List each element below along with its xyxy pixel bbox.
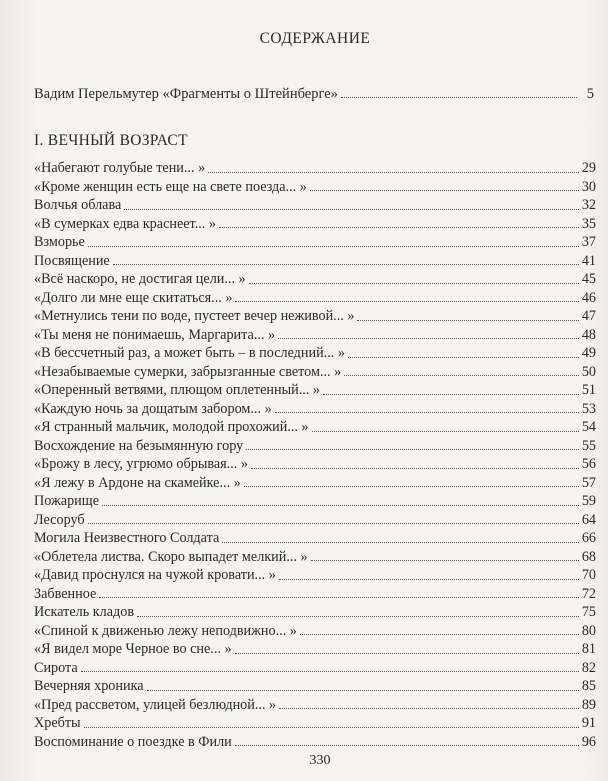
dot-leader bbox=[275, 412, 579, 413]
dot-leader bbox=[137, 616, 579, 617]
dot-leader bbox=[222, 542, 579, 543]
toc-entry bbox=[34, 677, 596, 696]
toc-entry-page: 49 bbox=[581, 345, 596, 361]
toc-entry-title: «Я лежу в Ардоне на скамейке... » bbox=[34, 474, 241, 491]
toc-entry-page: 45 bbox=[581, 271, 596, 287]
dot-leader bbox=[244, 486, 579, 487]
dot-leader bbox=[235, 745, 579, 746]
dot-leader bbox=[278, 338, 579, 339]
dot-leader bbox=[124, 209, 579, 210]
toc-entry-page: 85 bbox=[581, 678, 596, 694]
toc-entry-title: Вечерняя хроника bbox=[34, 678, 144, 694]
toc-entry bbox=[34, 437, 596, 456]
toc-entry-page: 82 bbox=[581, 659, 596, 676]
toc-entry-title: Сирота bbox=[34, 659, 78, 676]
dot-leader bbox=[311, 560, 579, 561]
toc-entry-page: 70 bbox=[581, 567, 596, 583]
toc-entry-title: Волчья облава bbox=[34, 197, 122, 213]
dot-leader bbox=[279, 579, 579, 580]
toc-entry-page: 54 bbox=[581, 419, 596, 435]
toc-entry-title: Лесоруб bbox=[34, 511, 85, 528]
toc-entry bbox=[34, 363, 596, 382]
toc-entry-page: 32 bbox=[581, 197, 596, 213]
toc-entry bbox=[34, 455, 596, 474]
toc-entry-page: 66 bbox=[581, 530, 596, 546]
toc-entry-page: 75 bbox=[581, 604, 596, 620]
toc-entry-page: 47 bbox=[581, 308, 596, 324]
table-of-contents bbox=[34, 159, 596, 751]
dot-leader bbox=[251, 468, 579, 469]
toc-entry bbox=[34, 640, 596, 659]
toc-entry bbox=[34, 418, 596, 437]
toc-entry-title: Взморье bbox=[34, 234, 85, 250]
toc-entry-page: 57 bbox=[581, 474, 596, 491]
toc-entry bbox=[34, 307, 596, 326]
toc-entry-page: 46 bbox=[581, 289, 596, 306]
toc-entry bbox=[34, 511, 596, 530]
dot-leader bbox=[344, 375, 579, 376]
section-heading: I. ВЕЧНЫЙ ВОЗРАСТ bbox=[34, 132, 188, 149]
dot-leader bbox=[341, 97, 577, 98]
dot-leader bbox=[81, 671, 579, 672]
toc-entry bbox=[34, 159, 596, 178]
toc-entry-page: 35 bbox=[581, 215, 596, 232]
toc-entry-title: «Давид проснулся на чужой кровати... » bbox=[34, 567, 276, 583]
dot-leader bbox=[279, 708, 579, 709]
toc-entry bbox=[34, 585, 596, 604]
toc-entry bbox=[34, 659, 596, 678]
toc-entry-title: Могила Неизвестного Солдата bbox=[34, 530, 220, 546]
toc-entry-page: 81 bbox=[581, 641, 596, 657]
dot-leader bbox=[235, 301, 578, 302]
toc-entry-page: 37 bbox=[581, 234, 596, 250]
toc-entry-page: 68 bbox=[581, 548, 596, 565]
toc-entry bbox=[34, 381, 596, 400]
page-heading: СОДЕРЖАНИЕ bbox=[259, 30, 371, 47]
toc-entry bbox=[34, 289, 596, 308]
toc-entry-title: «Ты меня не понимаешь, Маргарита... » bbox=[34, 326, 276, 343]
toc-entry-title: «Облетела листва. Скоро выпадет мелкий... » bbox=[34, 548, 308, 565]
toc-entry bbox=[34, 696, 596, 715]
toc-entry-page: 48 bbox=[581, 326, 596, 343]
toc-entry-page: 72 bbox=[581, 585, 596, 602]
toc-entry bbox=[34, 178, 596, 197]
dot-leader bbox=[102, 505, 579, 506]
toc-entry-title: «Каждую ночь за дощатым забором... » bbox=[34, 400, 272, 417]
toc-entry-title: «Я странный мальчик, молодой прохожий... » bbox=[34, 419, 309, 435]
toc-entry-title: «Долго ли мне еще скитаться... » bbox=[34, 289, 233, 306]
toc-entry bbox=[34, 326, 596, 345]
toc-entry-title: Воспоминание о поездке в Фили bbox=[34, 733, 232, 750]
dot-leader bbox=[88, 246, 579, 247]
toc-entry bbox=[34, 344, 596, 363]
toc-entry-title: «Пред рассветом, улицей безлюдной... » bbox=[34, 696, 277, 713]
toc-entry bbox=[34, 714, 596, 733]
toc-entry bbox=[34, 270, 596, 289]
toc-entry-title: «Всё наскоро, не достигая цели... » bbox=[34, 271, 246, 287]
dot-leader bbox=[235, 653, 579, 654]
toc-entry bbox=[34, 622, 596, 641]
toc-entry bbox=[34, 492, 596, 511]
toc-entry bbox=[34, 400, 596, 419]
toc-entry bbox=[34, 196, 596, 215]
dot-leader bbox=[310, 190, 579, 191]
page-number: 330 bbox=[309, 753, 331, 768]
dot-leader bbox=[99, 597, 579, 598]
dot-leader bbox=[84, 727, 579, 728]
toc-entry-title: Восхождение на безымянную гору bbox=[34, 437, 244, 454]
toc-entry-title: «Я видел море Черное во сне... » bbox=[34, 641, 232, 657]
toc-entry-page: 51 bbox=[581, 382, 596, 398]
toc-entry-page: 91 bbox=[581, 715, 596, 731]
toc-entry-title: «В сумерках едва краснеет... » bbox=[34, 215, 216, 232]
toc-entry-title: Хребты bbox=[34, 715, 81, 731]
toc-entry-title: «Метнулись тени по воде, пустеет вечер неживой... » bbox=[34, 308, 355, 324]
toc-entry bbox=[34, 733, 596, 752]
toc-entry-page: 96 bbox=[581, 733, 596, 750]
dot-leader bbox=[208, 172, 579, 173]
toc-entry bbox=[34, 215, 596, 234]
toc-entry bbox=[34, 474, 596, 493]
toc-entry-title: Посвящение bbox=[34, 252, 110, 269]
toc-entry-page: 29 bbox=[581, 160, 596, 176]
dot-leader bbox=[357, 320, 578, 321]
intro-entry-page: 5 bbox=[586, 86, 594, 102]
toc-entry bbox=[34, 252, 596, 271]
dot-leader bbox=[113, 264, 579, 265]
toc-entry-title: «Незабываемые сумерки, забрызганные светом... » bbox=[34, 363, 342, 380]
toc-entry-title: «В бессчетный раз, а может быть – в последний... » bbox=[34, 345, 345, 361]
dot-leader bbox=[348, 357, 579, 358]
intro-entry-title: Вадим Перельмутер «Фрагменты о Штейнберге» bbox=[34, 86, 338, 102]
dot-leader bbox=[323, 394, 579, 395]
toc-entry-page: 50 bbox=[581, 363, 596, 380]
dot-leader bbox=[246, 449, 579, 450]
dot-leader bbox=[88, 523, 579, 524]
toc-entry-title: «Оперенный ветвями, плющом оплетенный... » bbox=[34, 382, 320, 398]
toc-entry-page: 59 bbox=[581, 493, 596, 509]
toc-entry-title: «Спиной к движенью лежу неподвижно... » bbox=[34, 622, 297, 639]
toc-entry-page: 30 bbox=[581, 178, 596, 195]
dot-leader bbox=[147, 690, 579, 691]
toc-entry-title: «Брожу в лесу, угрюмо обрывая... » bbox=[34, 456, 248, 472]
toc-entry-title: «Кроме женщин есть еще на свете поезда... » bbox=[34, 178, 307, 195]
toc-entry bbox=[34, 603, 596, 622]
toc-entry-page: 64 bbox=[581, 511, 596, 528]
toc-entry-title: Пожарище bbox=[34, 493, 99, 509]
toc-entry bbox=[34, 529, 596, 548]
toc-entry-title: Забвенное bbox=[34, 585, 97, 602]
toc-entry-page: 56 bbox=[581, 456, 596, 472]
dot-leader bbox=[249, 283, 579, 284]
toc-entry-page: 89 bbox=[581, 696, 596, 713]
dot-leader bbox=[312, 431, 579, 432]
toc-entry bbox=[34, 566, 596, 585]
toc-entry-title: «Набегают голубые тени... » bbox=[34, 160, 206, 176]
dot-leader bbox=[219, 227, 579, 228]
intro-entry bbox=[34, 86, 594, 103]
toc-entry-page: 41 bbox=[581, 252, 596, 269]
toc-entry bbox=[34, 233, 596, 252]
toc-entry bbox=[34, 548, 596, 567]
toc-entry-title: Искатель кладов bbox=[34, 604, 135, 620]
toc-entry-page: 80 bbox=[581, 622, 596, 639]
dot-leader bbox=[300, 634, 579, 635]
toc-entry-page: 55 bbox=[581, 437, 596, 454]
toc-entry-page: 53 bbox=[581, 400, 596, 417]
